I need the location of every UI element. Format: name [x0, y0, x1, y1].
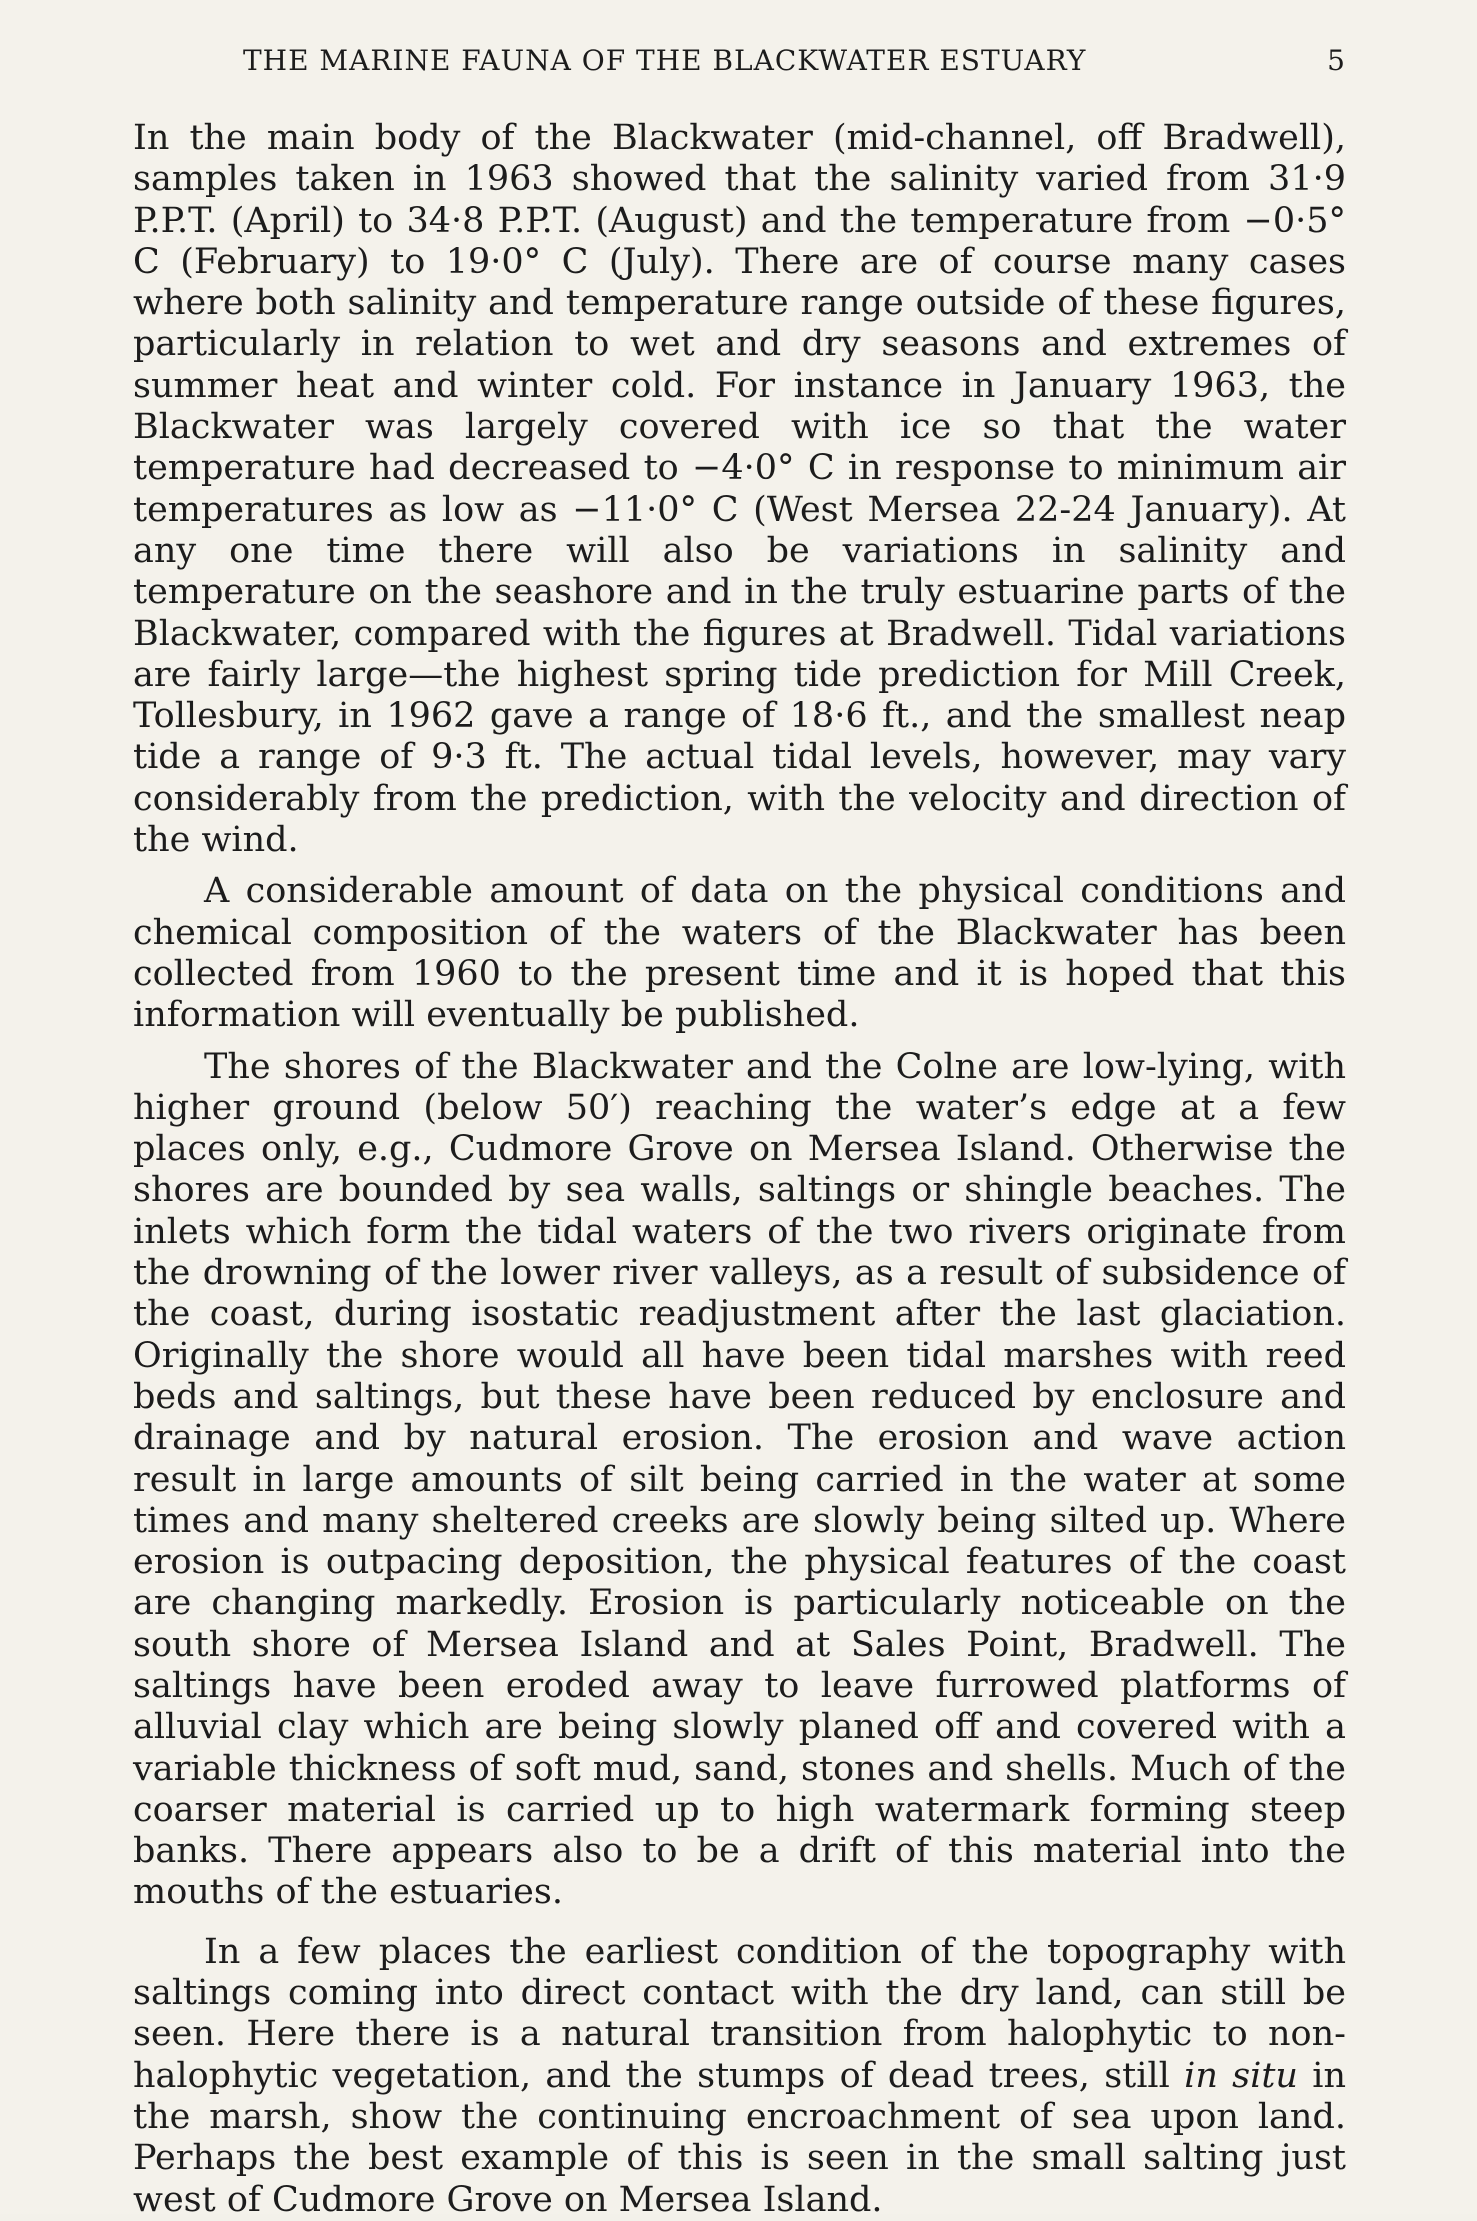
topography-italic-term: in situ — [1184, 2055, 1298, 2096]
paragraph-shores: The shores of the Blackwater and the Colne are low-lying, with higher ground (below 50′) reaching the water’s edge at a few places only, e.g., Cudmore Grove on Mersea Island. Otherwise the shores are bounded by sea walls, saltings or shingle beaches. The inlets which form the tidal waters of the two rivers originate from the drowning of the lower river valleys, as a result of subsidence of the coast, during isostatic readjustment after the last glaciation. Originally the shore would all have been tidal marshes with reed beds and saltings, but these have been reduced by enclosure and drainage and by natural erosion. The erosion and wave action result in large amounts of silt being carried in the water at some times and many sheltered creeks are slowly being silted up. Where erosion is outpacing deposition, the physical features of the coast are changing markedly. Erosion is particularly noticeable on the south shore of Mersea Island and at Sales Point, Bradwell. The saltings have been eroded away to leave furrowed platforms of alluvial clay which are being slowly planed off and covered with a variable thickness of soft mud, sand, stones and shells. Much of the coarser material is carried up to high watermark forming steep banks. There appears also to be a drift of this material into the mouths of the estuaries. — [133, 1046, 1346, 1913]
body-text — [133, 118, 1346, 2221]
topography-text-start: In a few places the earliest condition of the topography with saltings coming into direct contact with the dry land, can still be seen. Here there is a natural transition from halophytic to non-halophytic vegetation, and the stumps of dead trees, still — [133, 1931, 1346, 2096]
page-number: 5 — [1327, 44, 1346, 77]
topography-text-end: in the marsh, show the continuing encroachment of sea upon land. Perhaps the best example of this is seen in the small salting just west of Cudmore Grove on Mersea Island. — [133, 2055, 1346, 2220]
paragraph-topography — [133, 1932, 1346, 2221]
running-title: THE MARINE FAUNA OF THE BLACKWATER ESTUARY — [243, 44, 1087, 77]
paragraph-data-collection: A considerable amount of data on the physical conditions and chemical composition of the waters of the Blackwater has been collected from 1960 to the present time and it is hoped that this information will eventually be published. — [133, 871, 1346, 1036]
paragraph-salinity-temperature: In the main body of the Blackwater (mid-channel, off Bradwell), samples taken in 1963 showed that the salinity varied from 31·9 P.P.T. (April) to 34·8 P.P.T. (August) and the temperature from −0·5° C (February) to 19·0° C (July). There are of course many cases where both salinity and temperature range outside of these figures, particularly in relation to wet and dry seasons and extremes of summer heat and winter cold. For instance in January 1963, the Blackwater was largely covered with ice so that the water temperature had decreased to −4·0° C in response to minimum air temperatures as low as −11·0° C (West Mersea 22-24 January). At any one time there will also be variations in salinity and temperature on the seashore and in the truly estuarine parts of the Blackwater, compared with the figures at Bradwell. Tidal variations are fairly large—the highest spring tide prediction for Mill Creek, Tollesbury, in 1962 gave a range of 18·6 ft., and the smallest neap tide a range of 9·3 ft. The actual tidal levels, however, may vary considerably from the prediction, with the velocity and direction of the wind. — [133, 118, 1346, 861]
running-header — [133, 44, 1346, 84]
